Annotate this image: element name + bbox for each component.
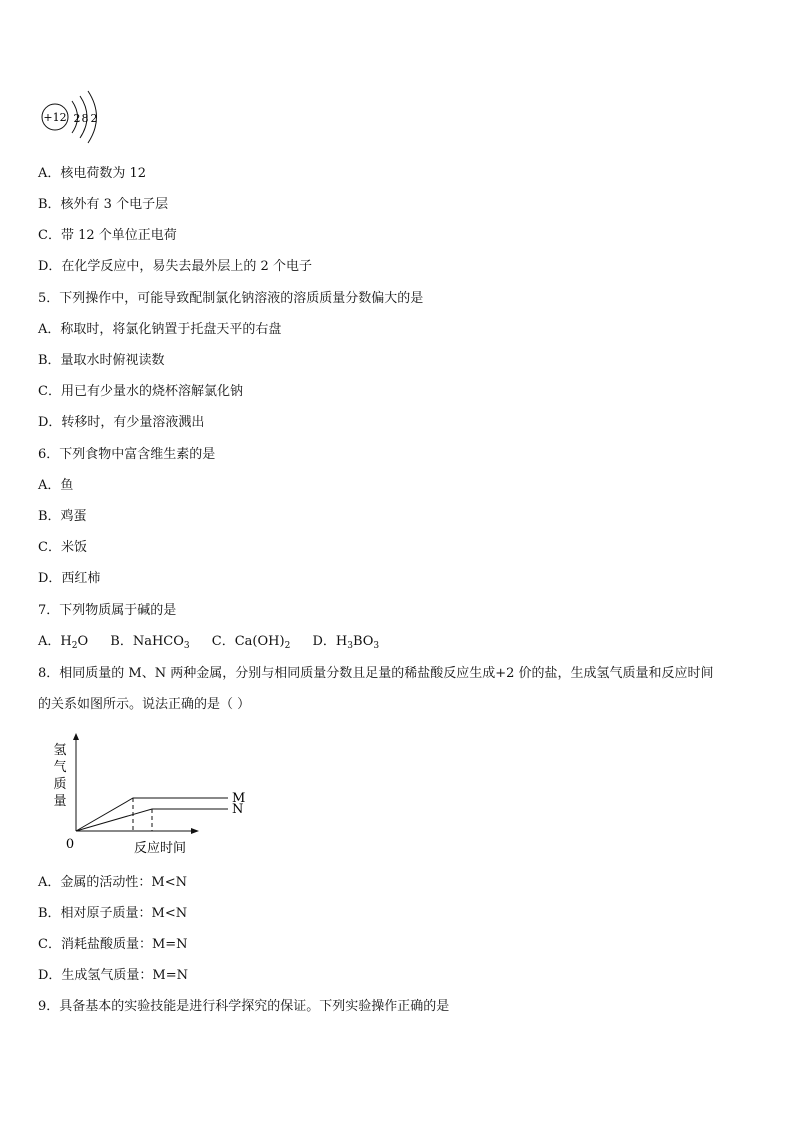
- q4-option-c: C．带 12 个单位正电荷: [38, 228, 177, 243]
- q8-stem-line2: 的关系如图所示。说法正确的是（ ）: [38, 697, 251, 712]
- q5-option-b: B．量取水时俯视读数: [38, 353, 165, 368]
- graph-series: [76, 791, 245, 831]
- q7-option-a-suffix: O: [77, 634, 89, 649]
- x-axis-arrow: [191, 828, 199, 834]
- q7-option-d: [312, 634, 379, 649]
- q6-option-c: C．米饭: [38, 540, 87, 555]
- q7-option-a-text: A．H: [38, 634, 72, 649]
- q5-option-c: C．用已有少量水的烧杯溶解氯化钠: [38, 384, 243, 399]
- q7-option-b-text: B．NaHCO: [110, 634, 184, 649]
- q7-options-row: [38, 633, 397, 651]
- q7-option-a: [38, 634, 88, 649]
- shell-electrons-1: 2: [73, 112, 81, 125]
- q8-option-a: A．金属的活动性：M<N: [38, 875, 187, 890]
- q8-option-d: D．生成氢气质量：M=N: [38, 968, 189, 983]
- x-axis-label: 反应时间: [133, 841, 187, 856]
- q4-option-d: D．在化学反应中，易失去最外层上的 2 个电子: [38, 259, 312, 274]
- q7-stem: 7．下列物质属于碱的是: [38, 603, 177, 618]
- q7-option-c: [212, 634, 291, 649]
- q6-option-b: B．鸡蛋: [38, 509, 87, 524]
- y-axis-arrow: [73, 733, 79, 740]
- y-axis-label: [53, 743, 66, 809]
- q5-option-a: A．称取时，将氯化钠置于托盘天平的右盘: [38, 322, 282, 337]
- q8-stem-line1: 8．相同质量的 M、N 两种金属，分别与相同质量分数且足量的稀盐酸反应生成+2 价的盐，生成氢气质量和反应时间: [38, 666, 714, 681]
- q7-option-d-text: D．H: [312, 634, 348, 649]
- shell-electrons-3: 2: [90, 112, 98, 125]
- graph-axes: [66, 733, 199, 856]
- q4-option-a: A．核电荷数为 12: [38, 166, 147, 181]
- y-axis-label-char: 氢: [53, 743, 67, 758]
- origin-label: 0: [65, 837, 75, 852]
- q6-stem: 6．下列食物中富含维生素的是: [38, 447, 216, 462]
- q5-option-d: D．转移时，有少量溶液溅出: [38, 415, 205, 430]
- q7-option-c-sub: 2: [284, 641, 291, 651]
- q9-stem: 9．具备基本的实验技能是进行科学探究的保证。下列实验操作正确的是: [38, 999, 450, 1014]
- q7-option-d-sub: 3: [347, 641, 353, 651]
- nucleus-charge: +12: [43, 111, 67, 124]
- q7-option-b-sub: 3: [183, 641, 190, 651]
- q7-option-d-sub2: 3: [373, 641, 380, 651]
- q4-option-b: B．核外有 3 个电子层: [38, 197, 169, 212]
- series-label-m: M: [232, 791, 246, 806]
- q8-option-b: B．相对原子质量：M<N: [38, 906, 188, 921]
- q7-option-b: [110, 634, 189, 649]
- q8-option-c: C．消耗盐酸质量：M=N: [38, 937, 188, 952]
- y-axis-label-char: 质: [53, 777, 67, 792]
- q6-option-a: A．鱼: [38, 478, 74, 493]
- series-label-n: N: [232, 802, 244, 817]
- atom-structure-diagram: [38, 92, 118, 148]
- q7-option-d-suffix: BO: [352, 634, 374, 649]
- shell-electrons-2: 8: [81, 112, 89, 125]
- q7-option-c-text: C．Ca(OH): [211, 634, 285, 649]
- y-axis-label-char: 气: [53, 760, 67, 775]
- y-axis-label-char: 量: [53, 794, 67, 809]
- q5-stem: 5．下列操作中，可能导致配制氯化钠溶液的溶质质量分数偏大的是: [38, 291, 424, 306]
- hydrogen-mass-time-graph: [42, 732, 246, 858]
- q6-option-d: D．西红柿: [38, 571, 101, 586]
- q7-option-a-sub: 2: [71, 641, 78, 651]
